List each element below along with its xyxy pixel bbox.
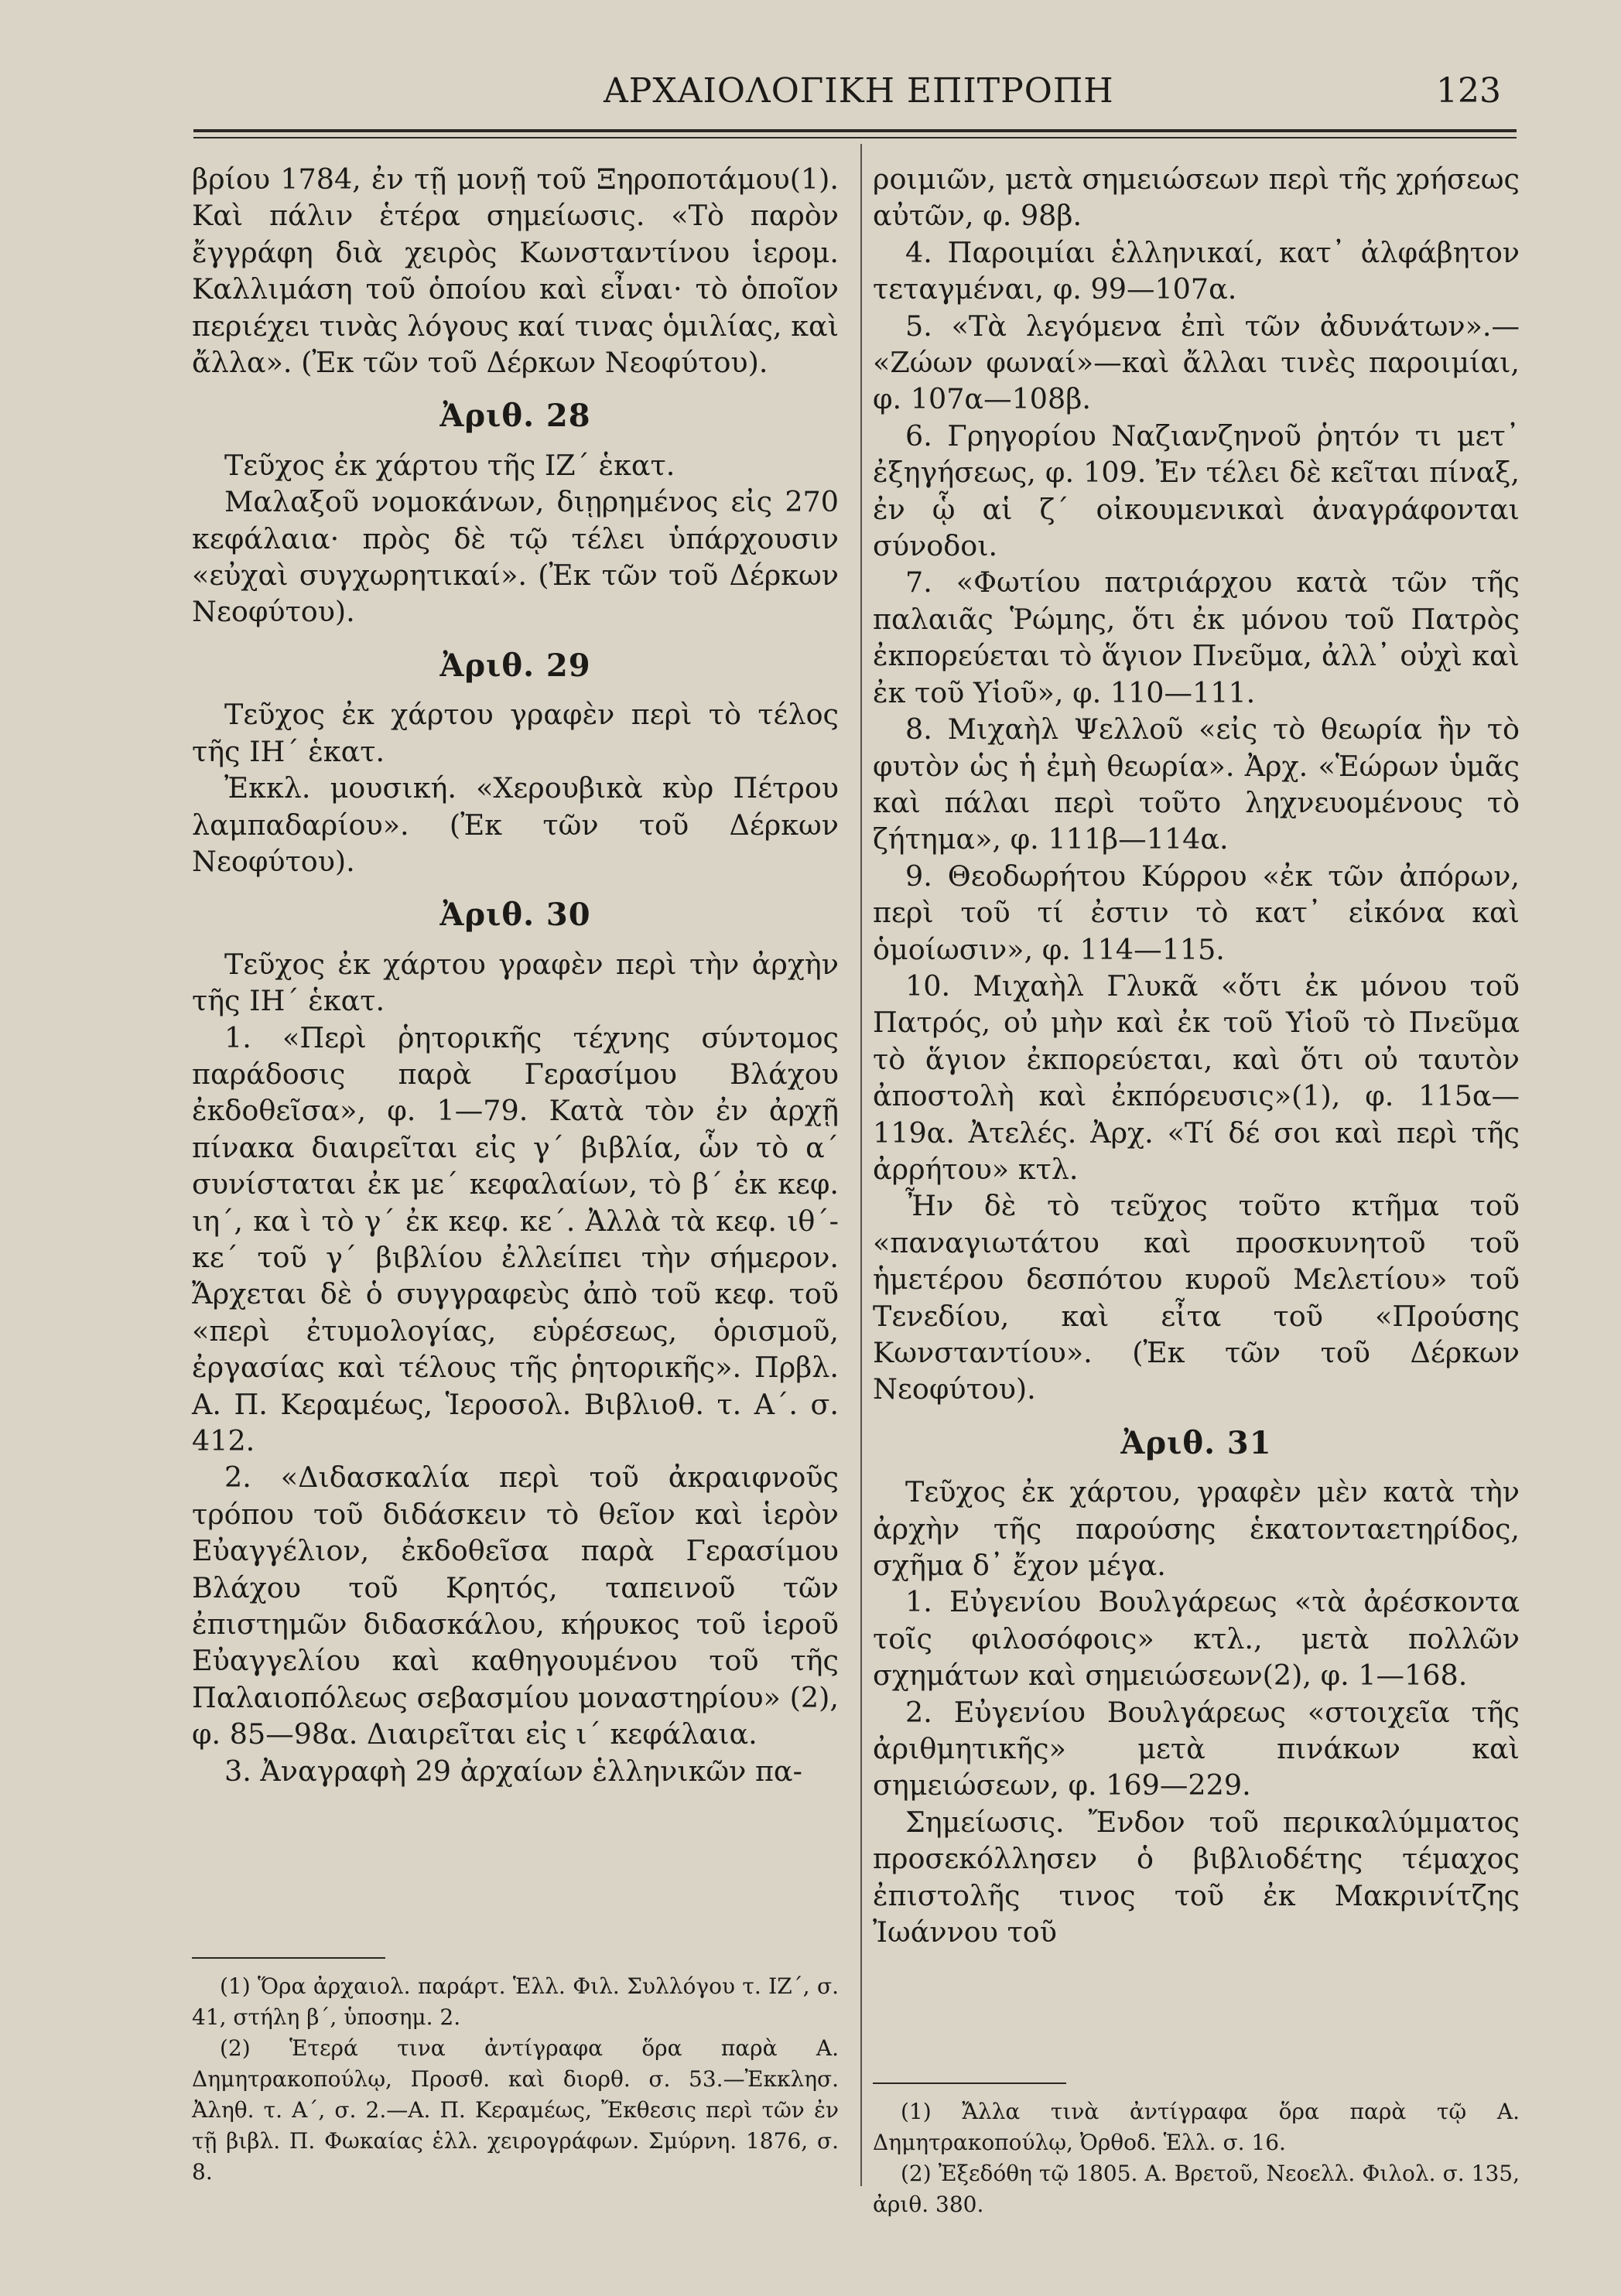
paragraph: Τεῦχος ἐκ χάρτου γραφὲν περὶ τὸ τέλος τῆς ΙΗ΄ ἑκατ.	[192, 698, 839, 768]
paragraph: 2. Εὐγενίου Βουλγάρεως «στοιχεῖα τῆς ἀριθμητικῆς» μετὰ πινάκων καὶ σημειώσεων, φ. 169—229.	[873, 1695, 1520, 1802]
section-heading: Ἀριθ. 30	[439, 897, 591, 934]
footnotes-right	[873, 2096, 1520, 2220]
footnote: (1) Ἄλλα τινὰ ἀντίγραφα ὅρα παρὰ τῷ Α. Δημητρακοπούλῳ, Ὀρθοδ. Ἑλλ. σ. 16.	[873, 2099, 1520, 2155]
paragraph: 8. Μιχαὴλ Ψελλοῦ «εἰς τὸ θεωρία ἣν τὸ φυτὸν ὡς ἡ ἐμὴ θεωρία». Ἀρχ. «Ἑώρων ὑμᾶς καὶ πάλαι περὶ τοῦτο ληχνευομένους τὸ ζήτημα», φ. 111β—114α.	[873, 712, 1520, 856]
footnote-rule-left	[192, 1957, 385, 1959]
paragraph: Τεῦχος ἐκ χάρτου τῆς ΙΖ΄ ἑκατ.	[224, 448, 675, 482]
paragraph: Ἐκκλ. μουσική. «Χερουβικὰ κὺρ Πέτρου λαμπαδαρίου». (Ἐκ τῶν τοῦ Δέρκων Νεοφύτου).	[192, 771, 839, 878]
section-heading: Ἀριθ. 29	[439, 647, 591, 684]
section-heading: Ἀριθ. 31	[1120, 1424, 1272, 1461]
header-rule-thin	[193, 137, 1517, 138]
left-column	[192, 161, 839, 1789]
paragraph: βρίου 1784, ἐν τῇ μονῇ τοῦ Ξηροποτάμου(1). Καὶ πάλιν ἑτέρα σημείωσις. «Τὸ παρὸν ἔγγράφη διὰ χειρὸς Κωνσταντίνου ἱερομ. Καλλιμάση τοῦ ὁποίου καὶ εἶναι· τὸ ὁποῖον περιέχει τινὰς λόγους καί τινας ὁμιλίας, καὶ ἄλλα». (Ἐκ τῶν τοῦ Δέρκων Νεοφύτου).	[192, 162, 839, 380]
column-divider	[860, 144, 862, 2186]
paragraph: 1. «Περὶ ῥητορικῆς τέχνης σύντομος παράδοσις παρὰ Γερασίμου Βλάχου ἐκδοθεῖσα», φ. 1—79. Κατὰ τὸν ἐν ἀρχῇ πίνακα διαιρεῖται εἰς γ΄ βιβλία, ὧν τὸ α΄ συνίσταται ἐκ με΄ κεφαλαίων, τὸ β΄ ἐκ κεφ. ιη΄, κα ὶ τὸ γ΄ ἐκ κεφ. κε΄. Ἀλλὰ τὰ κεφ. ιθ΄-κε΄ τοῦ γ΄ βιβλίου ἐλλείπει τὴν σήμερον. Ἄρχεται δὲ ὁ συγγραφεὺς ἀπὸ τοῦ κεφ. τοῦ «περὶ ἐτυμολογίας, εὑρέσεως, ὁρισμοῦ, ἐργασίας καὶ τέλους τῆς ῥητορικῆς». Πρβλ. Α. Π. Κεραμέως, Ἱεροσολ. Βιβλιοθ. τ. Α΄. σ. 412.	[192, 1020, 839, 1457]
paragraph: 1. Εὐγενίου Βουλγάρεως «τὰ ἀρέσκοντα τοῖς φιλοσόφοις» κτλ., μετὰ πολλῶν σχημάτων καὶ σημειώσεων(2), φ. 1—168.	[873, 1585, 1520, 1693]
running-head	[0, 71, 1621, 125]
page-number: 123	[1436, 71, 1501, 111]
paragraph: 2. «Διδασκαλία περὶ τοῦ ἀκραιφνοῦς τρόπου τοῦ διδάσκειν τὸ θεῖον καὶ ἱερὸν Εὐαγγέλιον, ἐκδοθεῖσα παρὰ Γερασίμου Βλάχου τοῦ Κρητός, ταπεινοῦ τῶν ἐπιστημῶν διδασκάλου, κήρυκος τοῦ ἱεροῦ Εὐαγγελίου καὶ καθηγουμένου τοῦ τῆς Παλαιοπόλεως σεβασμίου μοναστηρίου» (2), φ. 85—98α. Διαιρεῖται εἰς ι΄ κεφάλαια.	[192, 1461, 839, 1751]
paragraph: Τεῦχος ἐκ χάρτου, γραφὲν μὲν κατὰ τὴν ἀρχὴν τῆς παρούσης ἑκατονταετηρίδος, σχῆμα δ᾽ ἔχον μέγα.	[873, 1475, 1520, 1583]
footnote: (2) Ἐξεδόθη τῷ 1805. Α. Βρετοῦ, Νεοελλ. Φιλολ. σ. 135, ἀριθ. 380.	[873, 2161, 1520, 2217]
paragraph: 6. Γρηγορίου Ναζιανζηνοῦ ῥητόν τι μετ᾽ ἐξηγήσεως, φ. 109. Ἐν τέλει δὲ κεῖται πίναξ, ἐν ᾧ αἱ ζ΄ οἰκουμενικαὶ ἀναγράφονται σύνοδοι.	[873, 419, 1520, 563]
footnotes-left	[192, 1971, 839, 2188]
paragraph: Ἦν δὲ τὸ τεῦχος τοῦτο κτῆμα τοῦ «παναγιωτάτου καὶ προσκυνητοῦ τοῦ ἡμετέρου δεσπότου κυροῦ Μελετίου» τοῦ Τενεδίου, καὶ εἶτα τοῦ «Προύσης Κωνσταντίου». (Ἐκ τῶν τοῦ Δέρκων Νεοφύτου).	[873, 1189, 1520, 1406]
paragraph: 4. Παροιμίαι ἑλληνικαί, κατ᾽ ἀλφάβητον τεταγμέναι, φ. 99—107α.	[873, 235, 1520, 306]
paragraph: ροιμιῶν, μετὰ σημειώσεων περὶ τῆς χρήσεως αὐτῶν, φ. 98β.	[873, 162, 1520, 233]
paragraph: 7. «Φωτίου πατριάρχου κατὰ τῶν τῆς παλαιᾶς Ῥώμης, ὅτι ἐκ μόνου τοῦ Πατρὸς ἐκπορεύεται τὸ ἅγιον Πνεῦμα, ἀλλ᾽ οὐχὶ καὶ ἐκ τοῦ Υἱοῦ», φ. 110—111.	[873, 565, 1520, 709]
footnote: (2) Ἑτερά τινα ἀντίγραφα ὅρα παρὰ Α. Δημητρακοπούλῳ, Προσθ. καὶ διορθ. σ. 53.—Ἐκκλησ. Ἀληθ. τ. Α΄, σ. 2.—Α. Π. Κεραμέως, Ἔκθεσις περὶ τῶν ἐν τῇ βιβλ. Π. Φωκαίας ἑλλ. χειρογράφων. Σμύρνη. 1876, σ. 8.	[192, 2035, 839, 2185]
paragraph: 3. Ἀναγραφὴ 29 ἀρχαίων ἑλληνικῶν πα-	[224, 1754, 802, 1788]
footnote: (1) Ὅρα ἀρχαιολ. παράρτ. Ἑλλ. Φιλ. Συλλόγου τ. ΙΖ΄, σ. 41, στήλη β΄, ὑποσημ. 2.	[192, 1973, 839, 2030]
running-title: ΑΡΧΑΙΟΛΟΓΙΚΗ ΕΠΙΤΡΟΠΗ	[604, 71, 1114, 111]
section-heading: Ἀριθ. 28	[439, 398, 591, 435]
header-rule	[193, 129, 1517, 132]
paragraph: 10. Μιχαὴλ Γλυκᾶ «ὅτι ἐκ μόνου τοῦ Πατρός, οὐ μὴν καὶ ἐκ τοῦ Υἱοῦ τὸ Πνεῦμα τὸ ἅγιον ἐκπορεύεται, καὶ ὅτι οὐ ταυτὸν ἀποστολὴ καὶ ἐκπόρευσις»(1), φ. 115α—119α. Ἀτελές. Ἀρχ. «Τί δέ σοι καὶ περὶ τῆς ἀρρήτου» κτλ.	[873, 969, 1520, 1186]
paragraph: Σημείωσις. Ἔνδον τοῦ περικαλύμματος προσεκόλλησεν ὁ βιβλιοδέτης τέμαχος ἐπιστολῆς τινος τοῦ ἐκ Μακρινίτζης Ἰωάννου τοῦ	[873, 1805, 1520, 1949]
paragraph: Μαλαξοῦ νομοκάνων, διῃρημένος εἰς 270 κεφάλαια· πρὸς δὲ τῷ τέλει ὑπάρχουσιν «εὐχαὶ συγχωρητικαί». (Ἐκ τῶν τοῦ Δέρκων Νεοφύτου).	[192, 485, 839, 629]
footnote-rule-right	[873, 2082, 1066, 2084]
paragraph: 9. Θεοδωρήτου Κύρρου «ἐκ τῶν ἀπόρων, περὶ τοῦ τί ἐστιν τὸ κατ᾽ εἰκόνα καὶ ὁμοίωσιν», φ. 114—115.	[873, 859, 1520, 966]
paragraph: 5. «Τὰ λεγόμενα ἐπὶ τῶν ἀδυνάτων».— «Ζώων φωναί»—καὶ ἄλλαι τινὲς παροιμίαι, φ. 107α—108β.	[873, 309, 1520, 416]
paragraph: Τεῦχος ἐκ χάρτου γραφὲν περὶ τὴν ἀρχὴν τῆς ΙΗ΄ ἑκατ.	[192, 947, 839, 1018]
right-column	[873, 161, 1520, 1951]
